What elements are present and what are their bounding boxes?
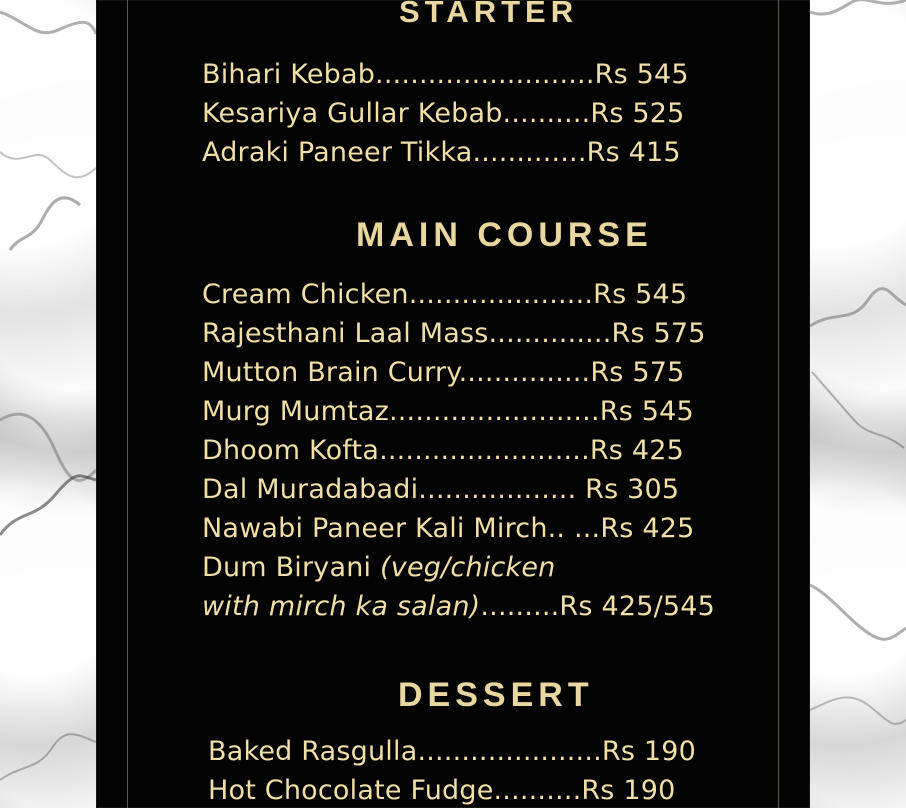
menu-item-kesariya-gullar-kebab: Kesariya Gullar Kebab..........Rs 525 [202, 98, 685, 129]
menu-item-dal-muradabadi: Dal Muradabadi.................. Rs 305 [202, 474, 680, 505]
dum-biryani-price: .........Rs 425/545 [480, 591, 716, 622]
right-marble-background [810, 0, 906, 808]
menu-panel [96, 0, 810, 808]
menu-item-hot-chocolate-fudge: Hot Chocolate Fudge..........Rs 190 [208, 775, 676, 806]
menu-item-dum-biryani-line-1 [202, 554, 555, 581]
menu-item-bihari-kebab: Bihari Kebab.........................Rs 545 [202, 59, 689, 90]
right-marble-veins [810, 0, 906, 808]
menu-item-dum-biryani-line-2 [202, 593, 715, 620]
menu-item-adraki-paneer-tikka: Adraki Paneer Tikka.............Rs 415 [202, 137, 681, 168]
dum-biryani-name: Dum Biryani [202, 552, 381, 583]
menu-item-cream-chicken: Cream Chicken.....................Rs 545 [202, 279, 688, 310]
menu-item-baked-rasgulla: Baked Rasgulla.....................Rs 190 [208, 736, 697, 767]
dum-biryani-detail-2: with mirch ka salan) [202, 591, 481, 622]
left-marble-background [0, 0, 96, 808]
dessert-heading: DESSERT [398, 676, 594, 714]
menu-item-mutton-brain-curry: Mutton Brain Curry...............Rs 575 [202, 357, 685, 388]
menu-item-murg-mumtaz: Murg Mumtaz........................Rs 545 [202, 396, 694, 427]
left-marble-veins [0, 0, 96, 808]
main-course-heading: MAIN COURSE [356, 216, 653, 254]
menu-item-dhoom-kofta: Dhoom Kofta........................Rs 425 [202, 435, 684, 466]
starter-heading: STARTER [399, 0, 579, 29]
dum-biryani-detail-1: (veg/chicken [380, 552, 556, 583]
menu-item-nawabi-paneer-kali-mirch: Nawabi Paneer Kali Mirch.. ...Rs 425 [202, 513, 695, 544]
menu-item-rajesthani-laal-mass: Rajesthani Laal Mass..............Rs 575 [202, 318, 706, 349]
